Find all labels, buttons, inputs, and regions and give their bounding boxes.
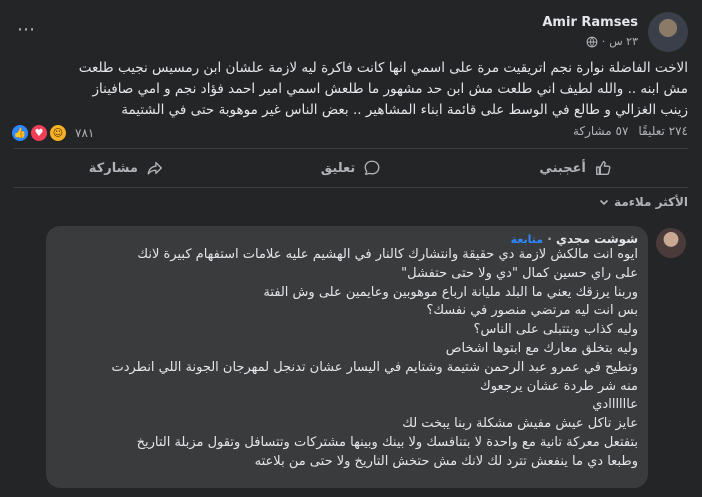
post-time[interactable]: ٢٣ س [609, 35, 638, 48]
comment-line: ايوه انت مالكش لازمة دي حقيقة وانتشارك كالنار في الهشيم عليه علامات استفهام كبيرة لانك [137, 247, 638, 262]
comment-line: بتفتعل معركة تانية مع واحدة لا بتنافسك ولا بينك وبينها مشتركات وتتسافل وتقول مزبلة التاريخ [136, 434, 638, 450]
comment-line: وليه بتخلق معارك مع ابتوها اشخاص [445, 340, 638, 356]
post-text-line: مش ابنه .. والله لطيف اني طلعت مش ابن حد مشهور ما طلعش اسمي امير احمد فؤاد نجم و امي صافيناز [92, 81, 688, 97]
comment-line: وربنا يرزقك يعني ما البلد مليانة ارباع موهوبين وعايمين على وش الفتة [263, 284, 638, 300]
divider [14, 148, 688, 149]
chevron-down-icon [599, 197, 609, 207]
sort-label: الأكثر ملاءمة [614, 195, 688, 209]
comment-bubble [46, 226, 648, 488]
separator-dot: · [601, 35, 606, 48]
reactions-count[interactable]: ٧٨١ [75, 126, 95, 140]
comment-line: عاااااادي [592, 397, 638, 413]
comment-line: على راي حسين كمال "دي ولا حتى حتفشل" [401, 265, 638, 281]
comment-line: منه شر طردة عشان يرجعوك [480, 378, 638, 394]
author-avatar[interactable] [648, 12, 688, 52]
comment-label: تعليق [320, 160, 356, 176]
separator-dot: · [543, 232, 552, 246]
post-text-line: الاخت الفاضلة نوارة نجم اتريقيت مرة على اسمي انها كانت فاكرة ليه لازمة علشان ابن رمسيس نجيب طلعت [78, 60, 688, 76]
comment-line: وطبعا دي ما ينفعش تترد لك لانك مش حتخش التاريخ ولا حتى من بلاعته [254, 453, 638, 469]
shares-count[interactable]: ٥٧ مشاركة [572, 124, 629, 138]
reaction-summary[interactable] [14, 124, 94, 142]
comment-line: عايز تاكل عيش مفيش مشكلة ربنا يبخت لك [402, 416, 638, 432]
like-label: أعجبني [539, 160, 586, 176]
follow-link[interactable]: متابعة [510, 233, 544, 246]
comment-line: وتطيح في عمرو عبد الرحمن شتيمة وشتايم في اليسار عشان تدنجل لمهرجان الجونة اللي انطردت [111, 359, 638, 375]
globe-icon [586, 36, 598, 48]
comments-count[interactable]: ٢٧٤ تعليقًا [638, 124, 688, 138]
comment-icon [363, 159, 381, 177]
commenter-name[interactable]: شوشت مجدي [555, 232, 638, 246]
share-icon [146, 159, 164, 177]
post-header [14, 10, 688, 54]
post-text-line: زينب الغزالي و طالع في الوسط على قائمة ابناء المشاهير .. بعض الناس غير موهوبة حتى في الشتيمة [121, 102, 688, 118]
post-body [14, 58, 688, 121]
comment-sort-dropdown[interactable] [599, 195, 688, 209]
like-reaction-icon: 👍 [11, 124, 29, 142]
comment-header [56, 232, 638, 246]
like-button[interactable] [463, 152, 688, 184]
share-label: مشاركة [88, 160, 138, 176]
love-reaction-icon: ♥ [30, 124, 48, 142]
post-meta [586, 35, 638, 48]
engagement-counts [573, 124, 688, 138]
haha-reaction-icon: ☺ [49, 124, 67, 142]
share-button[interactable] [14, 152, 239, 184]
comment-line: بس انت ليه مرتضي منصور في نفسك؟ [426, 303, 638, 319]
commenter-avatar[interactable] [656, 228, 686, 258]
thumbs-up-icon [594, 159, 612, 177]
reactions-row [14, 124, 688, 146]
comment-button[interactable] [239, 152, 464, 184]
action-bar [14, 152, 688, 184]
divider [14, 187, 688, 188]
author-name[interactable]: Amir Ramses [542, 15, 638, 30]
comment-line: وليه كذاب وبتتبلى على الناس؟ [473, 322, 638, 338]
more-options-icon[interactable]: ⋯ [17, 19, 35, 40]
